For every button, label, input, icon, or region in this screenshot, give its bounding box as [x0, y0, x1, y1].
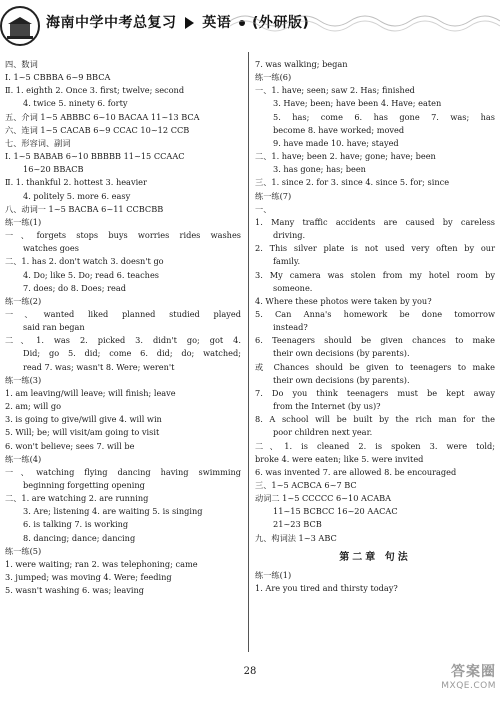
- answer-line: 5. Can Anna's homework be done tomorrow: [255, 308, 495, 319]
- answer-line: 5. Will; be; will visit/am going to visit: [5, 427, 160, 438]
- answer-line: 二、1. is cleaned 2. is spoken 3. were told;: [255, 440, 495, 451]
- answer-line: 八、动词一 1~5 BACBA 6~11 CCBCBB: [5, 203, 164, 214]
- answer-line: 练一练(6): [255, 72, 292, 83]
- answer-line: 练一练(2): [5, 295, 42, 306]
- answer-line: 或 Chances should be given to teenagers to make: [255, 361, 495, 372]
- answer-line: 3. Have; been; have been 4. Have; eaten: [273, 98, 442, 109]
- right-column: [255, 58, 495, 595]
- answer-line: 5. has; come 6. has gone 7. was; has: [273, 111, 495, 122]
- answer-line: 动词二 1~5 CCCCC 6~10 ACABA: [255, 493, 392, 504]
- page-header: [0, 0, 500, 58]
- answer-line: 4. politely 5. more 6. easy: [23, 190, 131, 201]
- answer-line: from the Internet (by us)?: [273, 401, 381, 412]
- left-column: [5, 58, 241, 597]
- page-number: 28: [243, 666, 257, 677]
- answer-line: 6. is talking 7. is working: [23, 519, 129, 530]
- answer-line: 1. am leaving/will leave; will finish; leave: [5, 387, 176, 398]
- answer-line: 4. twice 5. ninety 6. forty: [23, 98, 128, 109]
- school-logo-icon: [0, 6, 40, 46]
- answer-line: 一、watching flying dancing having swimming: [5, 466, 241, 477]
- answer-line: 7. was walking; began: [255, 59, 348, 69]
- answer-line: watches goes: [23, 243, 79, 254]
- answer-line: 七、形容词、副词: [5, 137, 71, 148]
- answer-line: their own decisions (by parents).: [273, 374, 410, 385]
- answer-line: their own decisions (by parents).: [273, 348, 410, 359]
- title-subject: 英语: [202, 15, 232, 31]
- answer-line: 3. is going to give/will give 4. will win: [5, 414, 162, 425]
- answer-line: 练一练(7): [255, 190, 292, 201]
- answer-line: 练一练(1): [5, 216, 42, 227]
- answer-line: become 8. have worked; moved: [273, 124, 405, 135]
- answer-line: Ⅰ. 1~5 CBBBA 6~9 BBCA: [5, 72, 111, 83]
- answer-line: 6. won't believe; sees 7. will be: [5, 440, 135, 451]
- answer-line: 3. jumped; was moving 4. Were; feeding: [5, 572, 172, 583]
- answer-line: 三、1. since 2. for 3. since 4. since 5. for; since: [255, 177, 450, 188]
- answer-line: 练一练(3): [5, 374, 42, 385]
- watermark-bottom: MXQE.COM: [441, 681, 496, 691]
- answer-line: 9. have made 10. have; stayed: [273, 137, 399, 148]
- answer-line: 二、1. have; been 2. have; gone; have; been: [255, 151, 436, 162]
- answer-line: instead?: [273, 322, 308, 333]
- answer-line: 16~20 BBACB: [23, 164, 84, 175]
- answer-line: 一、wanted liked planned studied played: [5, 308, 241, 319]
- answer-line: beginning forgetting opening: [23, 480, 145, 490]
- answer-line: 二、1. are watching 2. are running: [5, 493, 149, 504]
- answer-line: 2. This silver plate is not used very often by our: [255, 243, 495, 254]
- answer-line: Ⅱ. 1. eighth 2. Once 3. first; twelve; second: [5, 85, 185, 96]
- answer-line: 一、: [255, 203, 272, 214]
- answer-line: 6. was invented 7. are allowed 8. be encouraged: [255, 466, 457, 477]
- answer-line: 5. wasn't washing 6. was; leaving: [5, 585, 144, 596]
- answer-line: Did; go 5. did; come 6. did; do; watched;: [23, 348, 241, 359]
- title-edition: (外研版): [252, 15, 310, 31]
- answer-line: 6. Teenagers should be given chances to make: [255, 335, 495, 346]
- answer-line: 8. dancing; dance; dancing: [23, 532, 136, 543]
- answer-line: 五、介词 1~5 ABBBC 6~10 BACAA 11~13 BCA: [5, 111, 200, 122]
- answer-line: 4. Where these photos were taken by you?: [255, 295, 432, 306]
- answer-line: 二、1. has 2. don't watch 3. doesn't go: [5, 256, 164, 267]
- answer-line: 1. were waiting; ran 2. was telephoning; came: [5, 558, 198, 569]
- answer-line: 3. Are; listening 4. are waiting 5. is singing: [23, 506, 203, 517]
- answer-line: 九、构词法 1~3 ABC: [255, 532, 337, 543]
- answer-line: broke 4. were eaten; like 5. were invited: [255, 453, 424, 464]
- answer-line: 7. Do you think teenagers must be kept away: [255, 387, 495, 398]
- answer-line: said ran began: [23, 322, 85, 333]
- answer-line: 1. Are you tired and thirsty today?: [255, 583, 398, 594]
- answer-line: 三、1~5 ACBCA 6~7 BC: [255, 480, 357, 490]
- answer-line: 11~15 BCBCC 16~20 AACAC: [273, 506, 398, 517]
- answer-line: 一、forgets stops buys worries rides washes: [5, 230, 241, 241]
- answer-line: 四、数词: [5, 59, 38, 69]
- answer-line: driving.: [273, 230, 306, 241]
- column-divider: [248, 52, 249, 652]
- answer-line: Ⅱ. 1. thankful 2. hottest 3. heavier: [5, 177, 147, 188]
- answer-line: 六、连词 1~5 CACAB 6~9 CCAC 10~12 CCB: [5, 124, 190, 135]
- answer-line: 练一练(1): [255, 569, 292, 580]
- answer-line: poor children next year.: [273, 427, 373, 438]
- answer-line: 1. Many traffic accidents are caused by careless: [255, 216, 495, 227]
- answer-line: 21~23 BCB: [273, 519, 322, 530]
- answer-line: Ⅰ. 1~5 BABAB 6~10 BBBBB 11~15 CCAAC: [5, 151, 185, 162]
- answer-line: 练一练(4): [5, 453, 42, 464]
- watermark-logo: [426, 661, 496, 705]
- answer-line: 一、1. have; seen; saw 2. Has; finished: [255, 85, 415, 96]
- answer-line: someone.: [273, 282, 313, 293]
- decorative-wave-icon: [230, 8, 500, 34]
- answer-line: 8. A school will be built by the rich man for the: [255, 414, 495, 425]
- answer-line: 二、1. was 2. picked 3. didn't go; got 4.: [5, 335, 241, 346]
- answer-line: family.: [273, 256, 301, 267]
- answer-line: 3. My camera was stolen from my hotel room by: [255, 269, 495, 280]
- answer-line: 4. Do; like 5. Do; read 6. teaches: [23, 269, 160, 280]
- arrow-icon: [185, 17, 194, 29]
- title-main: 海南中学中考总复习: [46, 15, 177, 31]
- watermark-top: 答案圈: [451, 664, 496, 680]
- answer-line: read 7. was; wasn't 8. Were; weren't: [23, 361, 175, 372]
- section-heading: 第二章 句法: [339, 551, 411, 563]
- answer-line: 7. does; do 8. Does; read: [23, 282, 126, 293]
- answer-line: 3. has gone; has; been: [273, 164, 366, 175]
- answer-line: 2. am; will go: [5, 401, 62, 412]
- answer-line: 练一练(5): [5, 545, 42, 556]
